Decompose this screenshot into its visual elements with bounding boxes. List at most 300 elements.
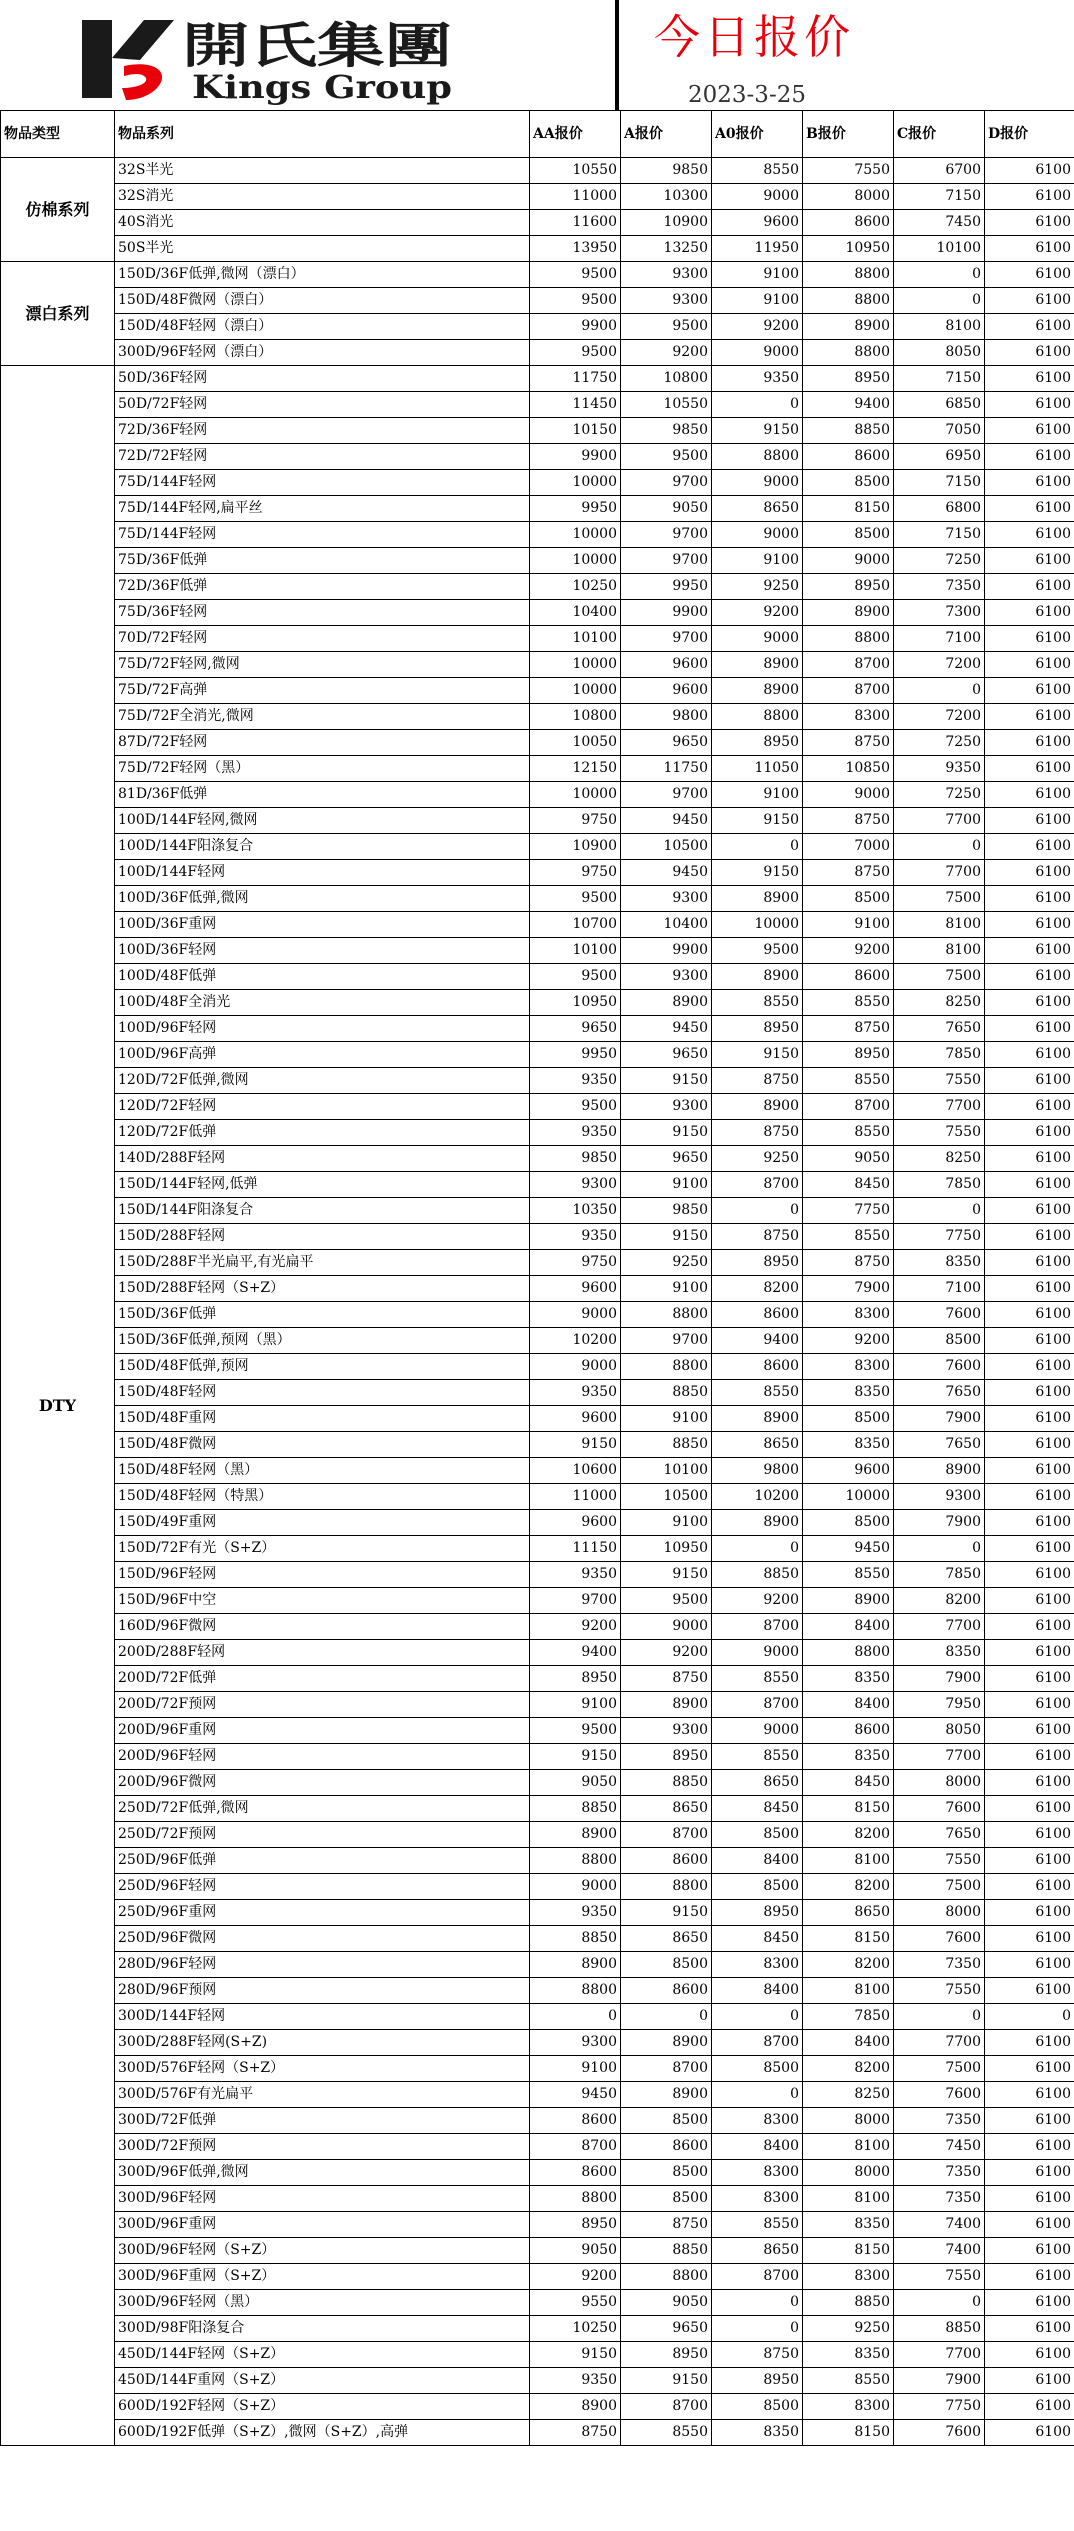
table-row bbox=[1, 1224, 1074, 1250]
price-d: 6100 bbox=[985, 1588, 1074, 1614]
price-c: 7150 bbox=[894, 470, 985, 496]
price-a0: 8900 bbox=[712, 1094, 803, 1120]
price-aa: 9750 bbox=[530, 808, 621, 834]
price-a: 9050 bbox=[621, 2290, 712, 2316]
price-a: 8900 bbox=[621, 1692, 712, 1718]
table-row bbox=[1, 1900, 1074, 1926]
price-a0: 8300 bbox=[712, 2160, 803, 2186]
price-d: 6100 bbox=[985, 340, 1074, 366]
price-a0: 8200 bbox=[712, 1276, 803, 1302]
price-d: 6100 bbox=[985, 158, 1074, 184]
price-a: 8500 bbox=[621, 1952, 712, 1978]
price-a0: 8450 bbox=[712, 1926, 803, 1952]
price-a0: 8950 bbox=[712, 2368, 803, 2394]
price-a: 8500 bbox=[621, 2186, 712, 2212]
table-row bbox=[1, 1432, 1074, 1458]
price-b: 8550 bbox=[803, 1224, 894, 1250]
price-d: 6100 bbox=[985, 1458, 1074, 1484]
table-row bbox=[1, 600, 1074, 626]
price-c: 7650 bbox=[894, 1822, 985, 1848]
price-c: 0 bbox=[894, 1536, 985, 1562]
price-a0: 9200 bbox=[712, 314, 803, 340]
price-a0: 8400 bbox=[712, 1978, 803, 2004]
price-aa: 9350 bbox=[530, 1900, 621, 1926]
price-a0: 0 bbox=[712, 2004, 803, 2030]
price-d: 6100 bbox=[985, 1978, 1074, 2004]
price-c: 7600 bbox=[894, 1926, 985, 1952]
price-c: 7250 bbox=[894, 730, 985, 756]
series-name: 300D/576F轻网（S+Z） bbox=[115, 2056, 530, 2082]
price-c: 7100 bbox=[894, 626, 985, 652]
price-a0: 8700 bbox=[712, 1172, 803, 1198]
series-name: 150D/36F低弹 bbox=[115, 1302, 530, 1328]
series-name: 160D/96F微网 bbox=[115, 1614, 530, 1640]
price-d: 6100 bbox=[985, 2030, 1074, 2056]
series-name: 75D/144F轻网 bbox=[115, 470, 530, 496]
price-a: 9150 bbox=[621, 2368, 712, 2394]
table-row bbox=[1, 2082, 1074, 2108]
price-d: 6100 bbox=[985, 366, 1074, 392]
header-series: 物品系列 bbox=[115, 111, 530, 158]
price-a: 8750 bbox=[621, 1666, 712, 1692]
price-c: 6850 bbox=[894, 392, 985, 418]
price-b: 8150 bbox=[803, 2238, 894, 2264]
series-name: 100D/48F全消光 bbox=[115, 990, 530, 1016]
price-d: 6100 bbox=[985, 2420, 1074, 2446]
table-row bbox=[1, 288, 1074, 314]
price-a0: 9000 bbox=[712, 340, 803, 366]
price-aa: 9000 bbox=[530, 1354, 621, 1380]
price-d: 6100 bbox=[985, 2186, 1074, 2212]
price-c: 7550 bbox=[894, 1978, 985, 2004]
table-row bbox=[1, 1640, 1074, 1666]
price-a0: 8900 bbox=[712, 678, 803, 704]
price-b: 8900 bbox=[803, 600, 894, 626]
series-name: 150D/48F轻网（漂白） bbox=[115, 314, 530, 340]
price-aa: 10000 bbox=[530, 782, 621, 808]
series-name: 300D/96F重网 bbox=[115, 2212, 530, 2238]
price-aa: 8800 bbox=[530, 1978, 621, 2004]
price-a: 10500 bbox=[621, 834, 712, 860]
table-row bbox=[1, 1978, 1074, 2004]
price-c: 7150 bbox=[894, 522, 985, 548]
series-name: 72D/36F低弹 bbox=[115, 574, 530, 600]
table-row bbox=[1, 1068, 1074, 1094]
price-d: 6100 bbox=[985, 548, 1074, 574]
price-aa: 9550 bbox=[530, 2290, 621, 2316]
price-a0: 11050 bbox=[712, 756, 803, 782]
price-b: 8750 bbox=[803, 1250, 894, 1276]
price-b: 8200 bbox=[803, 1822, 894, 1848]
price-a0: 9150 bbox=[712, 1042, 803, 1068]
price-b: 7850 bbox=[803, 2004, 894, 2030]
series-name: 50D/36F轻网 bbox=[115, 366, 530, 392]
price-aa: 11150 bbox=[530, 1536, 621, 1562]
series-name: 250D/72F低弹,微网 bbox=[115, 1796, 530, 1822]
price-c: 7400 bbox=[894, 2212, 985, 2238]
table-row bbox=[1, 1354, 1074, 1380]
price-c: 7550 bbox=[894, 2264, 985, 2290]
price-a0: 0 bbox=[712, 2290, 803, 2316]
price-a0: 8750 bbox=[712, 2342, 803, 2368]
price-aa: 8850 bbox=[530, 1926, 621, 1952]
series-name: 150D/36F低弹,微网（漂白） bbox=[115, 262, 530, 288]
table-row bbox=[1, 1536, 1074, 1562]
price-d: 6100 bbox=[985, 1614, 1074, 1640]
series-name: 140D/288F轻网 bbox=[115, 1146, 530, 1172]
price-d: 6100 bbox=[985, 1276, 1074, 1302]
table-row bbox=[1, 184, 1074, 210]
series-name: 300D/288F轻网(S+Z) bbox=[115, 2030, 530, 2056]
price-b: 8600 bbox=[803, 210, 894, 236]
price-a: 9150 bbox=[621, 1068, 712, 1094]
price-b: 8600 bbox=[803, 444, 894, 470]
price-c: 7700 bbox=[894, 808, 985, 834]
price-a0: 9400 bbox=[712, 1328, 803, 1354]
price-aa: 8900 bbox=[530, 1952, 621, 1978]
price-a: 8950 bbox=[621, 2342, 712, 2368]
type-cell: 仿棉系列 bbox=[1, 158, 115, 262]
table-row bbox=[1, 1510, 1074, 1536]
price-d: 6100 bbox=[985, 938, 1074, 964]
price-a0: 8400 bbox=[712, 2134, 803, 2160]
price-d: 6100 bbox=[985, 418, 1074, 444]
price-a: 0 bbox=[621, 2004, 712, 2030]
price-a0: 8550 bbox=[712, 158, 803, 184]
price-a0: 0 bbox=[712, 834, 803, 860]
price-a0: 9250 bbox=[712, 574, 803, 600]
series-name: 150D/96F中空 bbox=[115, 1588, 530, 1614]
price-a: 9200 bbox=[621, 340, 712, 366]
series-name: 250D/96F低弹 bbox=[115, 1848, 530, 1874]
price-c: 8050 bbox=[894, 1718, 985, 1744]
price-d: 6100 bbox=[985, 1120, 1074, 1146]
series-name: 200D/96F轻网 bbox=[115, 1744, 530, 1770]
price-d: 6100 bbox=[985, 860, 1074, 886]
price-b: 8350 bbox=[803, 1432, 894, 1458]
price-aa: 9100 bbox=[530, 1692, 621, 1718]
price-d: 6100 bbox=[985, 1900, 1074, 1926]
table-row bbox=[1, 808, 1074, 834]
table-row bbox=[1, 2238, 1074, 2264]
price-d: 6100 bbox=[985, 2056, 1074, 2082]
price-aa: 8700 bbox=[530, 2134, 621, 2160]
price-aa: 9150 bbox=[530, 1744, 621, 1770]
series-name: 300D/96F重网（S+Z） bbox=[115, 2264, 530, 2290]
series-name: 75D/36F轻网 bbox=[115, 600, 530, 626]
price-a0: 8950 bbox=[712, 1250, 803, 1276]
price-c: 7750 bbox=[894, 1224, 985, 1250]
table-row bbox=[1, 1406, 1074, 1432]
price-d: 6100 bbox=[985, 1822, 1074, 1848]
price-a0: 0 bbox=[712, 2082, 803, 2108]
price-a: 9650 bbox=[621, 730, 712, 756]
price-c: 7600 bbox=[894, 1302, 985, 1328]
table-row bbox=[1, 262, 1074, 288]
table-row bbox=[1, 340, 1074, 366]
series-name: 150D/96F轻网 bbox=[115, 1562, 530, 1588]
price-a: 8850 bbox=[621, 1770, 712, 1796]
price-b: 8600 bbox=[803, 964, 894, 990]
price-c: 7350 bbox=[894, 574, 985, 600]
price-d: 6100 bbox=[985, 990, 1074, 1016]
header-d: D报价 bbox=[985, 111, 1074, 158]
header-b: B报价 bbox=[803, 111, 894, 158]
table-row bbox=[1, 1146, 1074, 1172]
price-b: 8700 bbox=[803, 1094, 894, 1120]
price-c: 7650 bbox=[894, 1016, 985, 1042]
price-c: 0 bbox=[894, 262, 985, 288]
price-d: 6100 bbox=[985, 730, 1074, 756]
price-aa: 8950 bbox=[530, 2212, 621, 2238]
price-d: 6100 bbox=[985, 1250, 1074, 1276]
price-b: 8100 bbox=[803, 2186, 894, 2212]
price-b: 10850 bbox=[803, 756, 894, 782]
price-aa: 11750 bbox=[530, 366, 621, 392]
price-c: 0 bbox=[894, 678, 985, 704]
price-a0: 0 bbox=[712, 392, 803, 418]
price-a: 8700 bbox=[621, 1822, 712, 1848]
table-row bbox=[1, 496, 1074, 522]
price-a0: 9000 bbox=[712, 184, 803, 210]
type-cell: 漂白系列 bbox=[1, 262, 115, 366]
price-b: 7550 bbox=[803, 158, 894, 184]
price-aa: 9100 bbox=[530, 2056, 621, 2082]
price-b: 8500 bbox=[803, 470, 894, 496]
price-d: 6100 bbox=[985, 1874, 1074, 1900]
price-a0: 8750 bbox=[712, 1120, 803, 1146]
table-row bbox=[1, 1250, 1074, 1276]
price-b: 8300 bbox=[803, 704, 894, 730]
series-name: 200D/288F轻网 bbox=[115, 1640, 530, 1666]
series-name: 50D/72F轻网 bbox=[115, 392, 530, 418]
price-a0: 8750 bbox=[712, 1224, 803, 1250]
price-a0: 9250 bbox=[712, 1146, 803, 1172]
price-a0: 8900 bbox=[712, 652, 803, 678]
price-aa: 12150 bbox=[530, 756, 621, 782]
price-aa: 11000 bbox=[530, 184, 621, 210]
price-a: 8550 bbox=[621, 2420, 712, 2446]
series-name: 100D/36F轻网 bbox=[115, 938, 530, 964]
price-a0: 8650 bbox=[712, 2238, 803, 2264]
table-row bbox=[1, 2108, 1074, 2134]
price-b: 8600 bbox=[803, 1718, 894, 1744]
price-a: 8800 bbox=[621, 1354, 712, 1380]
header-type: 物品类型 bbox=[1, 111, 115, 158]
price-a: 13250 bbox=[621, 236, 712, 262]
page-title: 今日报价 bbox=[654, 10, 854, 64]
price-aa: 9500 bbox=[530, 288, 621, 314]
table-row bbox=[1, 1744, 1074, 1770]
price-aa: 9400 bbox=[530, 1640, 621, 1666]
series-name: 100D/144F阳涤复合 bbox=[115, 834, 530, 860]
series-name: 150D/288F半光扁平,有光扁平 bbox=[115, 1250, 530, 1276]
price-a0: 8700 bbox=[712, 2264, 803, 2290]
price-c: 7450 bbox=[894, 210, 985, 236]
price-a0: 8300 bbox=[712, 2108, 803, 2134]
logo-mark-icon bbox=[82, 20, 174, 100]
price-a0: 8550 bbox=[712, 1380, 803, 1406]
price-c: 7700 bbox=[894, 1744, 985, 1770]
series-name: 70D/72F轻网 bbox=[115, 626, 530, 652]
price-d: 6100 bbox=[985, 782, 1074, 808]
price-d: 6100 bbox=[985, 2160, 1074, 2186]
price-c: 7200 bbox=[894, 704, 985, 730]
price-c: 8250 bbox=[894, 990, 985, 1016]
price-b: 8100 bbox=[803, 2134, 894, 2160]
price-d: 6100 bbox=[985, 1406, 1074, 1432]
price-a: 9700 bbox=[621, 470, 712, 496]
price-c: 7300 bbox=[894, 600, 985, 626]
price-b: 8550 bbox=[803, 2368, 894, 2394]
price-a: 8800 bbox=[621, 1302, 712, 1328]
table-row bbox=[1, 2368, 1074, 2394]
price-c: 7150 bbox=[894, 184, 985, 210]
price-aa: 9350 bbox=[530, 1380, 621, 1406]
price-a0: 9150 bbox=[712, 808, 803, 834]
price-d: 6100 bbox=[985, 444, 1074, 470]
table-row bbox=[1, 730, 1074, 756]
price-a0: 8400 bbox=[712, 1848, 803, 1874]
price-aa: 8950 bbox=[530, 1666, 621, 1692]
price-aa: 10200 bbox=[530, 1328, 621, 1354]
table-row bbox=[1, 2290, 1074, 2316]
table-row bbox=[1, 782, 1074, 808]
price-b: 8900 bbox=[803, 1588, 894, 1614]
series-name: 100D/48F低弹 bbox=[115, 964, 530, 990]
table-row bbox=[1, 1822, 1074, 1848]
price-a: 9650 bbox=[621, 2316, 712, 2342]
price-a0: 9100 bbox=[712, 782, 803, 808]
price-a0: 9000 bbox=[712, 470, 803, 496]
price-a: 10400 bbox=[621, 912, 712, 938]
price-d: 6100 bbox=[985, 1068, 1074, 1094]
price-a: 9900 bbox=[621, 600, 712, 626]
price-c: 0 bbox=[894, 1198, 985, 1224]
price-aa: 9750 bbox=[530, 860, 621, 886]
price-b: 10950 bbox=[803, 236, 894, 262]
price-aa: 9350 bbox=[530, 1120, 621, 1146]
price-d: 6100 bbox=[985, 262, 1074, 288]
price-aa: 9750 bbox=[530, 1250, 621, 1276]
price-a: 9150 bbox=[621, 1562, 712, 1588]
price-c: 7350 bbox=[894, 2186, 985, 2212]
price-c: 7900 bbox=[894, 2368, 985, 2394]
price-a: 9500 bbox=[621, 1588, 712, 1614]
price-a0: 9000 bbox=[712, 522, 803, 548]
price-a: 9700 bbox=[621, 1328, 712, 1354]
price-a: 9200 bbox=[621, 1640, 712, 1666]
price-b: 9400 bbox=[803, 392, 894, 418]
price-c: 7950 bbox=[894, 1692, 985, 1718]
price-a0: 8500 bbox=[712, 1874, 803, 1900]
price-d: 6100 bbox=[985, 704, 1074, 730]
price-c: 0 bbox=[894, 288, 985, 314]
price-b: 8200 bbox=[803, 1874, 894, 1900]
price-a0: 9000 bbox=[712, 1718, 803, 1744]
price-d: 6100 bbox=[985, 808, 1074, 834]
price-c: 8000 bbox=[894, 1900, 985, 1926]
price-c: 7600 bbox=[894, 1354, 985, 1380]
series-name: 75D/72F全消光,微网 bbox=[115, 704, 530, 730]
header-c: C报价 bbox=[894, 111, 985, 158]
price-c: 7250 bbox=[894, 782, 985, 808]
table-row bbox=[1, 418, 1074, 444]
table-row bbox=[1, 2342, 1074, 2368]
series-name: 300D/144F轻网 bbox=[115, 2004, 530, 2030]
price-b: 9200 bbox=[803, 938, 894, 964]
series-name: 600D/192F低弹（S+Z）,微网（S+Z）,高弹 bbox=[115, 2420, 530, 2446]
price-c: 7600 bbox=[894, 2082, 985, 2108]
price-a: 9850 bbox=[621, 158, 712, 184]
price-aa: 9350 bbox=[530, 2368, 621, 2394]
price-c: 8100 bbox=[894, 912, 985, 938]
price-d: 6100 bbox=[985, 236, 1074, 262]
price-d: 6100 bbox=[985, 1172, 1074, 1198]
price-c: 6800 bbox=[894, 496, 985, 522]
price-c: 7750 bbox=[894, 2394, 985, 2420]
price-d: 6100 bbox=[985, 964, 1074, 990]
price-c: 8350 bbox=[894, 1640, 985, 1666]
price-c: 8050 bbox=[894, 340, 985, 366]
price-b: 9600 bbox=[803, 1458, 894, 1484]
price-a0: 0 bbox=[712, 1198, 803, 1224]
price-a: 9950 bbox=[621, 574, 712, 600]
series-name: 72D/36F轻网 bbox=[115, 418, 530, 444]
price-a: 9000 bbox=[621, 1614, 712, 1640]
price-a: 11750 bbox=[621, 756, 712, 782]
price-d: 6100 bbox=[985, 392, 1074, 418]
table-row bbox=[1, 1458, 1074, 1484]
table-row bbox=[1, 756, 1074, 782]
series-name: 200D/96F重网 bbox=[115, 1718, 530, 1744]
price-d: 6100 bbox=[985, 574, 1074, 600]
price-a0: 8600 bbox=[712, 1302, 803, 1328]
price-b: 8450 bbox=[803, 1770, 894, 1796]
price-table bbox=[0, 110, 1074, 2446]
price-b: 8750 bbox=[803, 860, 894, 886]
price-aa: 9200 bbox=[530, 2264, 621, 2290]
table-row bbox=[1, 1614, 1074, 1640]
price-b: 8100 bbox=[803, 1978, 894, 2004]
price-a0: 9100 bbox=[712, 262, 803, 288]
price-c: 7850 bbox=[894, 1042, 985, 1068]
price-a: 8600 bbox=[621, 1978, 712, 2004]
quote-date: 2023-3-25 bbox=[688, 82, 806, 108]
price-a: 9500 bbox=[621, 444, 712, 470]
price-d: 6100 bbox=[985, 834, 1074, 860]
price-aa: 10000 bbox=[530, 548, 621, 574]
price-c: 8100 bbox=[894, 938, 985, 964]
price-a0: 8350 bbox=[712, 2420, 803, 2446]
table-row bbox=[1, 210, 1074, 236]
series-name: 300D/96F轻网（黑） bbox=[115, 2290, 530, 2316]
price-aa: 11600 bbox=[530, 210, 621, 236]
price-b: 8400 bbox=[803, 1692, 894, 1718]
price-a0: 8700 bbox=[712, 1614, 803, 1640]
price-c: 8500 bbox=[894, 1328, 985, 1354]
series-name: 32S半光 bbox=[115, 158, 530, 184]
price-b: 8300 bbox=[803, 1302, 894, 1328]
price-b: 8500 bbox=[803, 522, 894, 548]
price-d: 6100 bbox=[985, 470, 1074, 496]
price-a0: 8950 bbox=[712, 1900, 803, 1926]
price-a: 8850 bbox=[621, 1432, 712, 1458]
price-c: 8250 bbox=[894, 1146, 985, 1172]
price-b: 8200 bbox=[803, 2056, 894, 2082]
series-name: 280D/96F预网 bbox=[115, 1978, 530, 2004]
price-aa: 10900 bbox=[530, 834, 621, 860]
